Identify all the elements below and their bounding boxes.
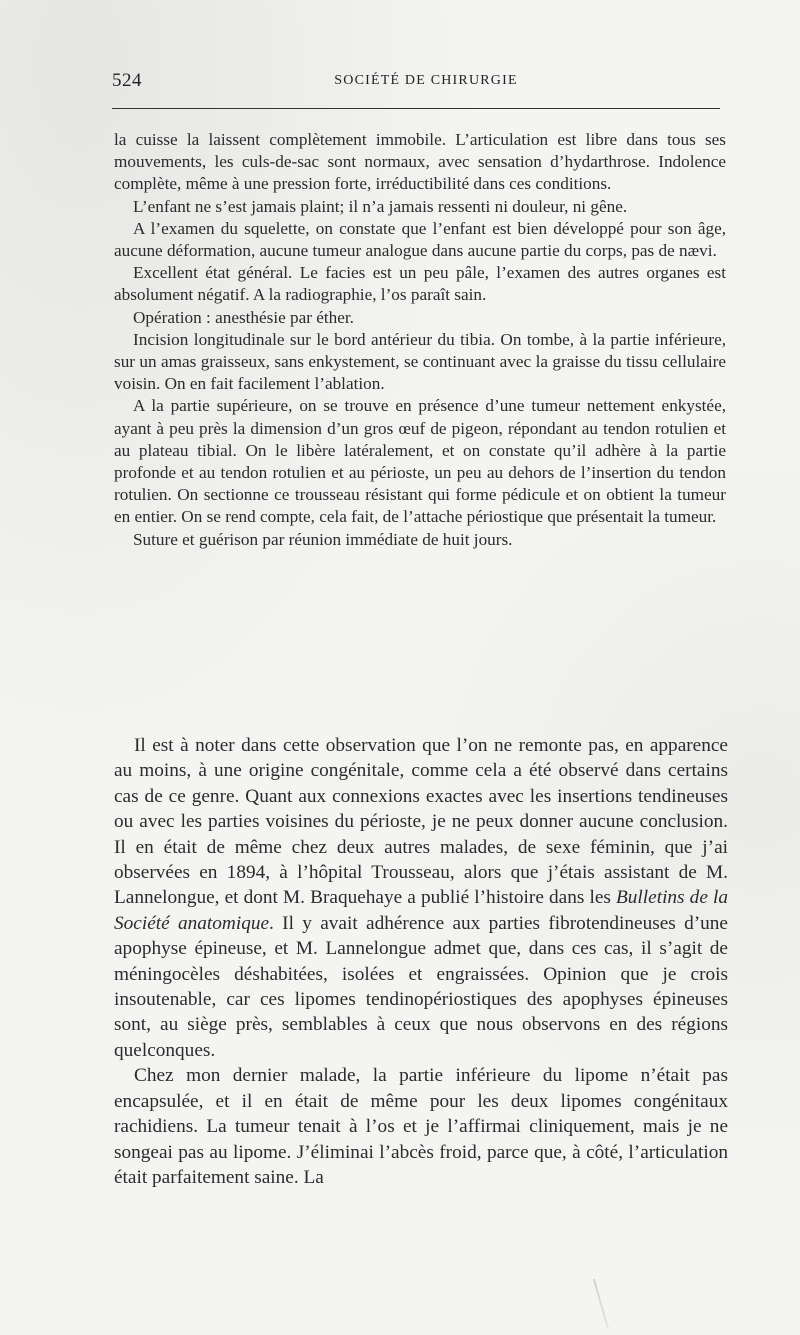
page-number: 524 <box>112 70 142 91</box>
paragraph: Incision longitudinale sur le bord antérieur du tibia. On tombe, à la partie inférieure, sur un amas graisseux, sans enkystement, se continuant avec la graisse du tissu cellulaire voisin. On en fait facilement l’ablation. <box>114 329 726 394</box>
discussion-text <box>114 733 728 1190</box>
text-run: Il est à noter dans cette observation que l’on ne remonte pas, en apparence au moins, à une origine congénitale, comme cela a été observé dans certains cas de ce genre. Quant aux connexions exactes avec les insertions tendineuses ou avec les parties voisines du périoste, je ne peux donner aucune conclusion. Il en était de même chez deux autres malades, de sexe féminin, que j’ai observées en 1894, à l’hôpital Trousseau, alors que j’étais assistant de M. Lannelongue, et dont M. Braquehaye a publié l’histoire dans les <box>114 735 728 909</box>
paragraph: Chez mon dernier malade, la partie inférieure du lipome n’était pas encapsulée, et il en était de même pour les deux lipomes congénitaux rachidiens. La tumeur tenait à l’os et je l’affirmai cliniquement, mais je ne songeai pas au lipome. J’éliminai l’abcès froid, parce que, à côté, l’articulation était parfaitement saine. La <box>114 1065 728 1188</box>
running-head <box>112 70 720 94</box>
paragraph: A la partie supérieure, on se trouve en présence d’une tumeur nettement enkystée, ayant à peu près la dimension d’un gros œuf de pigeon, répondant au tendon rotulien et au plateau tibial. On le libère latéralement, et on constate qu’il adhère à la partie profonde et au tendon rotulien et au périoste, un peu au dehors de l’insertion du tendon rotulien. On sectionne ce trousseau résistant qui forme pédicule et on obtient la tumeur en entier. On se rend compte, cela fait, de l’attache périostique que présentait la tumeur. <box>114 396 726 527</box>
observation-text <box>114 129 726 551</box>
paragraph: Suture et guérison par réunion immédiate de huit jours. <box>133 529 513 549</box>
header-rule <box>112 108 720 109</box>
paragraph <box>114 733 728 1063</box>
paragraph: la cuisse la laissent complètement immobile. L’articulation est libre dans tous ses mouvements, les culs-de-sac sont normaux, avec sensation d’hydarthrose. Indolence complète, même à une pression forte, irréductibilité dans ces conditions. <box>114 130 726 194</box>
paper-scratch-mark <box>593 1279 609 1330</box>
paragraph: A l’examen du squelette, on constate que l’enfant est bien développé pour son âge, aucune déformation, aucune tumeur analogue dans aucune partie du corps, pas de nævi. <box>114 218 726 261</box>
running-title: SOCIÉTÉ DE CHIRURGIE <box>334 73 518 88</box>
paragraph: Opération : anesthésie par éther. <box>133 307 354 327</box>
paragraph: L’enfant ne s’est jamais plaint; il n’a jamais ressenti ni douleur, ni gêne. <box>133 196 628 216</box>
text-run: . Il y avait adhérence aux parties fibrotendineuses d’une apophyse épineuse, et M. Lannelongue admet que, dans ces cas, il s’agit de méningocèles déshabitées, isolées et engraissées. Opinion que je crois insoutenable, car ces lipomes tendinopériostiques des apophyses épineuses sont, au siège près, semblables à ceux que nous observons en des régions quelconques. <box>114 912 728 1061</box>
paragraph: Excellent état général. Le facies est un peu pâle, l’examen des autres organes est absolument négatif. A la radiographie, l’os paraît sain. <box>114 263 726 305</box>
journal-title: Bulletins de la Société anatomique <box>114 887 728 934</box>
